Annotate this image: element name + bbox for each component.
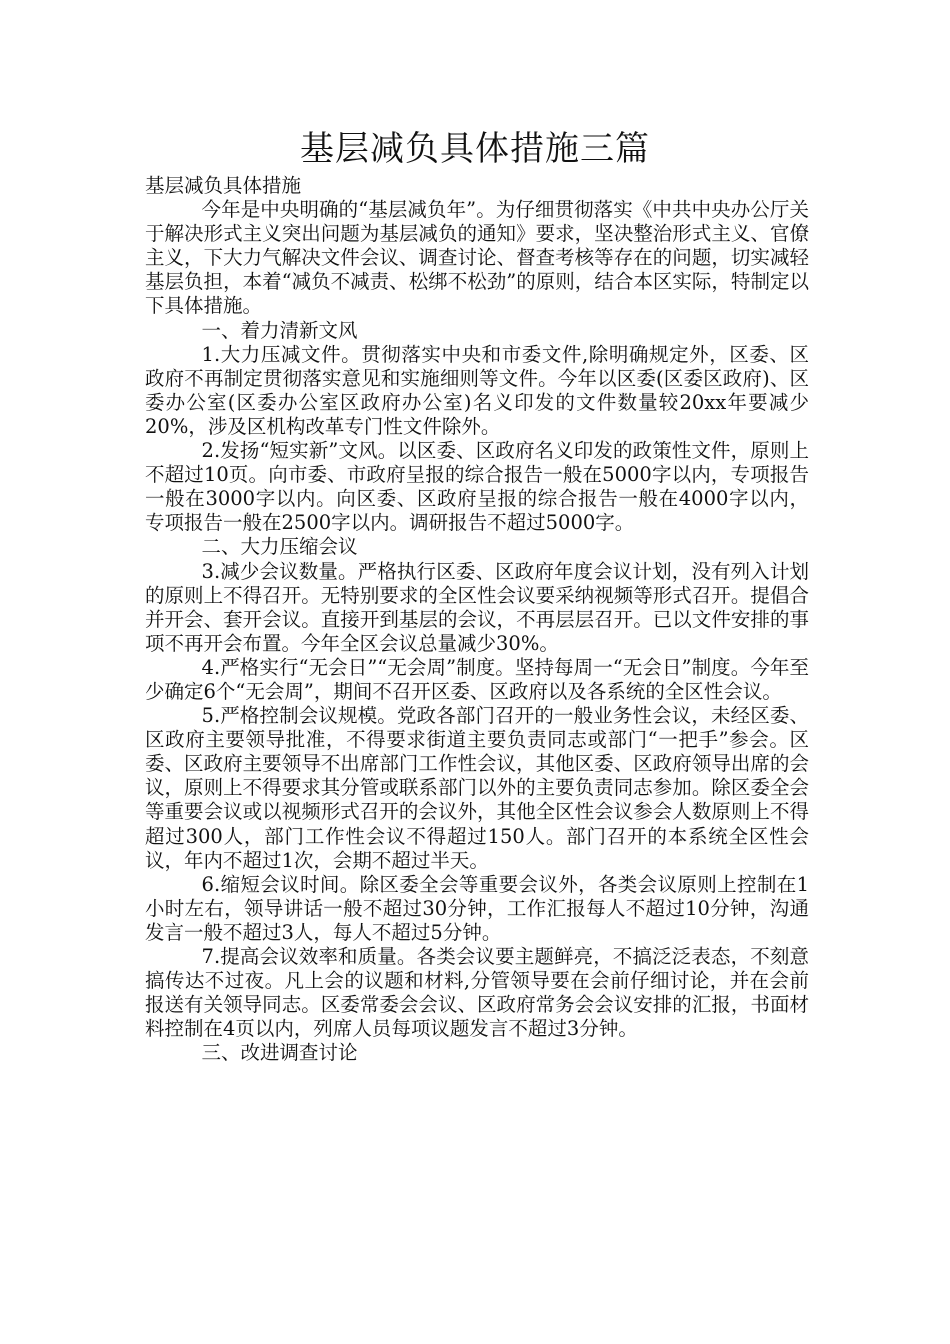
measure-paragraph-7: 7.提高会议效率和质量。各类会议要主题鲜亮，不搞泛泛表态，不刻意搞传达不过夜。凡上会的议题和材料,分管领导要在会前仔细讨论，并在会前报送有关领导同志。区委常委会会议、区政府常务会会议安排的汇报，书面材料控制在4页以内，列席人员每项议题发言不超过3分钟。 — [145, 945, 809, 1041]
measure-paragraph-5: 5.严格控制会议规模。党政各部门召开的一般业务性会议，未经区委、区政府主要领导批准，不得要求街道主要负责同志或部门“一把手”参会。区委、区政府主要领导不出席部门工作性会议，其他区委、区政府领导出席的会议，原则上不得要求其分管或联系部门以外的主要负责同志参加。除区委全会等重要会议或以视频形式召开的会议外，其他全区性会议参会人数原则上不得超过300人，部门工作性会议不得超过150人。部门召开的本系统全区性会议，年内不超过1次，会期不超过半天。 — [145, 704, 809, 872]
document-body — [145, 174, 809, 1065]
intro-paragraph: 今年是中央明确的“基层减负年”。为仔细贯彻落实《中共中央办公厅关于解决形式主义突出问题为基层减负的通知》要求，坚决整治形式主义、官僚主义，下大力气解决文件会议、调查讨论、督查考核等存在的问题，切实减轻基层负担，本着“减负不减责、松绑不松劲”的原则，结合本区实际，特制定以下具体措施。 — [145, 198, 809, 318]
section-heading-3: 三、改进调查讨论 — [201, 1041, 358, 1065]
document-title: 基层减负具体措施三篇 — [300, 129, 650, 169]
section-heading-2: 二、大力压缩会议 — [201, 535, 358, 559]
measure-paragraph-2: 2.发扬“短实新”文风。以区委、区政府名义印发的政策性文件，原则上不超过10页。向市委、市政府呈报的综合报告一般在5000字以内，专项报告一般在3000字以内。向区委、区政府呈报的综合报告一般在4000字以内，专项报告一般在2500字以内。调研报告不超过5000字。 — [145, 439, 809, 535]
document-subtitle: 基层减负具体措施 — [145, 174, 302, 197]
section-heading-1: 一、着力清新文风 — [201, 318, 358, 342]
measure-paragraph-4: 4.严格实行“无会日”“无会周”制度。坚持每周一“无会日”制度。今年至少确定6个“无会周”，期间不召开区委、区政府以及各系统的全区性会议。 — [145, 655, 809, 703]
measure-paragraph-1: 1.大力压减文件。贯彻落实中央和市委文件,除明确规定外，区委、区政府不再制定贯彻落实意见和实施细则等文件。今年以区委(区委区政府)、区委办公室(区委办公室区政府办公室)名义印发的文件数量较20xx年要减少20%，涉及区机构改革专门性文件除外。 — [145, 342, 809, 438]
measure-paragraph-6: 6.缩短会议时间。除区委全会等重要会议外，各类会议原则上控制在1小时左右，领导讲话一般不超过30分钟，工作汇报每人不超过10分钟，沟通发言一般不超过3人，每人不超过5分钟。 — [145, 872, 809, 944]
measure-paragraph-3: 3.减少会议数量。严格执行区委、区政府年度会议计划，没有列入计划的原则上不得召开。无特别要求的全区性会议要采纳视频等形式召开。提倡合并开会、套开会议。直接开到基层的会议，不再层层召开。已以文件安排的事项不再开会布置。今年全区会议总量减少30%。 — [145, 559, 809, 655]
